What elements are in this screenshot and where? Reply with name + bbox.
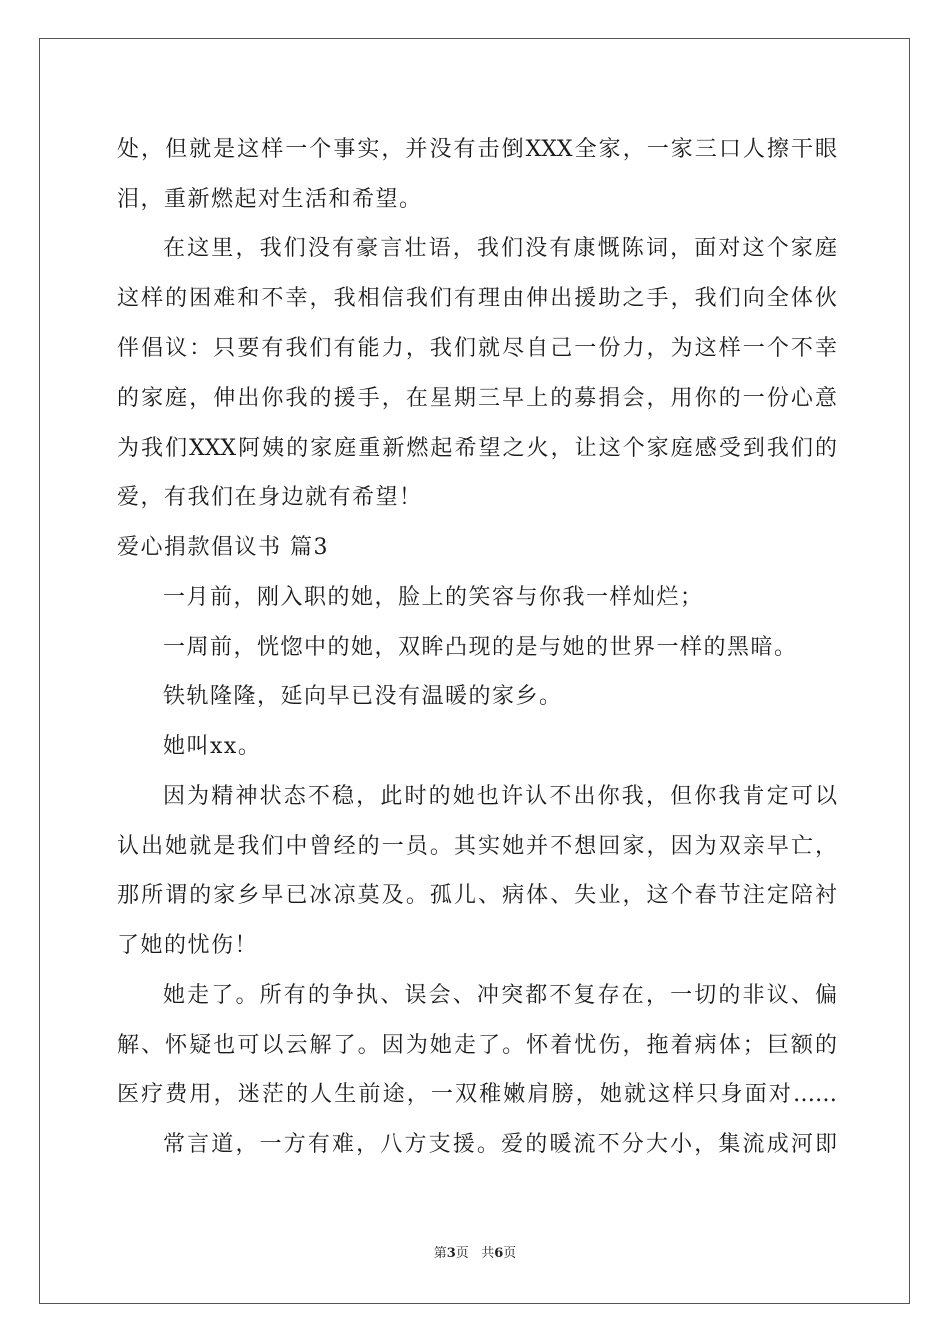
- page-total: 6: [494, 1246, 504, 1261]
- page-prefix: 第: [433, 1246, 447, 1261]
- body-line: 伴倡议：只要有我们有能力，我们就尽自己一份力，为这样一个不幸: [117, 336, 837, 361]
- body-line: 为我们XXX阿姨的家庭重新燃起希望之火，让这个家庭感受到我们的: [117, 436, 837, 461]
- body-line: 她叫xx。: [163, 734, 262, 759]
- body-line: 了她的忧伤！: [117, 933, 259, 958]
- body-line: 铁轨隆隆，延向早已没有温暖的家乡。: [163, 684, 563, 709]
- body-line: 的家庭，伸出你我的援手，在星期三早上的募捐会，用你的一份心意: [117, 386, 837, 411]
- body-line: 一月前，刚入职的她，脸上的笑容与你我一样灿烂；: [163, 585, 704, 610]
- body-line: 常言道，一方有难，八方支援。爱的暖流不分大小，集流成河即: [163, 1132, 837, 1157]
- body-line: 一周前，恍惚中的她，双眸凸现的是与她的世界一样的黑暗。: [163, 635, 798, 660]
- body-line: 医疗费用，迷茫的人生前途，一双稚嫩肩膀，她就这样只身面对……: [117, 1082, 837, 1107]
- page-suffix: 页: [503, 1246, 517, 1261]
- body-line: 处，但就是这样一个事实，并没有击倒XXX全家，一家三口人擦干眼: [117, 137, 837, 162]
- page-mid: 页 共: [455, 1246, 495, 1261]
- body-line: 这样的困难和不幸，我相信我们有理由伸出援助之手，我们向全体伙: [117, 286, 837, 311]
- body-line: 爱，有我们在身边就有希望！: [117, 485, 423, 510]
- page-current: 3: [446, 1246, 456, 1261]
- body-line: 认出她就是我们中曾经的一员。其实她并不想回家，因为双亲早亡，: [117, 834, 837, 859]
- body-line: 在这里，我们没有豪言壮语，我们没有康慨陈词，面对这个家庭: [163, 236, 837, 261]
- body-line: 因为精神状态不稳，此时的她也许认不出你我，但你我肯定可以: [163, 784, 837, 809]
- body-line: 那所谓的家乡早已冰凉莫及。孤儿、病体、失业，这个春节注定陪衬: [117, 883, 837, 908]
- page-footer: [0, 1244, 950, 1264]
- body-line: 解、怀疑也可以云解了。因为她走了。怀着忧伤，拖着病体；巨额的: [117, 1033, 837, 1058]
- section-heading: 爱心捐款倡议书 篇3: [117, 535, 329, 560]
- body-line: 泪，重新燃起对生活和希望。: [117, 187, 423, 212]
- body-line: 她走了。所有的争执、误会、冲突都不复存在，一切的非议、偏: [163, 983, 837, 1008]
